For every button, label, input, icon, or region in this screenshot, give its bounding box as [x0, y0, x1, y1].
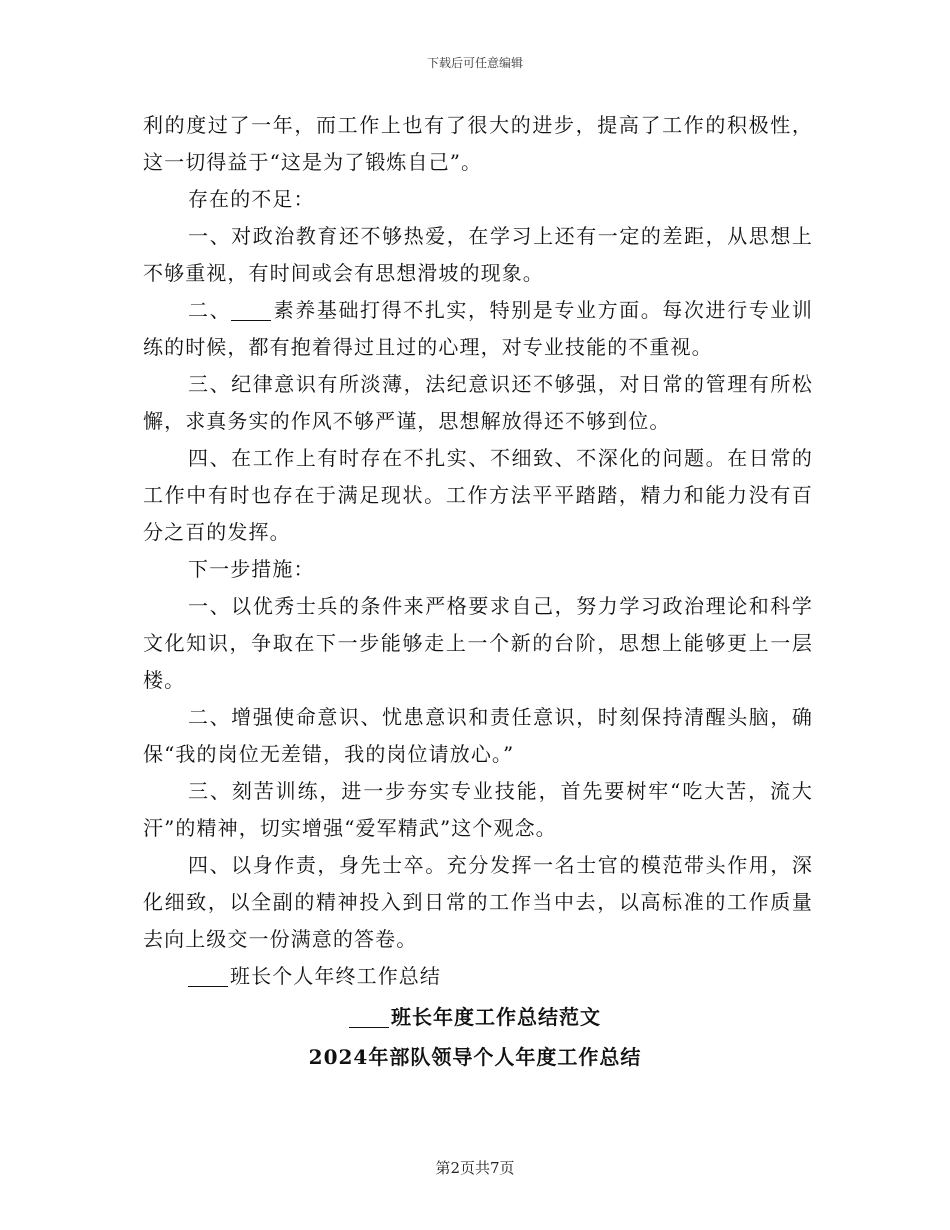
section-heading-shortcomings: 存在的不足： [188, 187, 315, 211]
paragraph-closing [143, 958, 813, 995]
blank-underline [349, 1007, 389, 1028]
paragraph-shortcoming-2-text: 素养基础打得不扎实，特别是专业方面。每次进行专业训练的时候，都有抱着得过且过的心理，对专业技能的不重视。 [143, 298, 813, 359]
blank-underline [231, 300, 271, 321]
paragraph-step-3: 三、刻苦训练，进一步夯实专业技能，首先要树牢“吃大苦，流大汗”的精神，切实增强“爱军精武”这个观念。 [143, 779, 813, 840]
page-header: 下载后可任意编辑 [426, 56, 523, 70]
paragraph-step-1: 一、以优秀士兵的条件来严格要求自己，努力学习政治理论和科学文化知识，争取在下一步能够走上一个新的台阶，思想上能够更上一层楼。 [143, 594, 813, 692]
paragraph-step-2: 二、增强使命意识、忧患意识和责任意识，时刻保持清醒头脑，确保“我的岗位无差错，我的岗位请放心。” [143, 705, 813, 766]
blank-underline [188, 966, 228, 987]
document-body [143, 107, 813, 995]
document-title [0, 1001, 950, 1030]
paragraph-shortcoming-4: 四、在工作上有时存在不扎实、不细致、不深化的问题。在日常的工作中有时也存在于满足现状。工作方法平平踏踏，精力和能力没有百分之百的发挥。 [143, 446, 813, 544]
paragraph-shortcoming-1: 一、对政治教育还不够热爱，在学习上还有一定的差距，从思想上不够重视，有时间或会有思想滑坡的现象。 [143, 224, 813, 285]
closing-text: 班长个人年终工作总结 [230, 964, 441, 988]
list-prefix: 二、 [188, 298, 232, 322]
paragraph-step-4: 四、以身作责，身先士卒。充分发挥一名士官的模范带头作用，深化细致，以全副的精神投入到日常的工作当中去，以高标准的工作质量去向上级交一份满意的答卷。 [143, 853, 813, 951]
document-subtitle: 2024年部队领导个人年度工作总结 [308, 1045, 642, 1069]
document-title-text: 班长年度工作总结范文 [391, 1005, 601, 1029]
paragraph-continuation: 利的度过了一年，而工作上也有了很大的进步，提高了工作的积极性，这一切得益于“这是为了锻炼自己”。 [143, 113, 813, 174]
paragraph-shortcoming-2 [143, 292, 813, 366]
section-heading-next-steps: 下一步措施： [188, 557, 315, 581]
paragraph-shortcoming-3: 三、纪律意识有所淡薄，法纪意识还不够强，对日常的管理有所松懈，求真务实的作风不够严谨，思想解放得还不够到位。 [143, 372, 813, 433]
page-footer: 第2页共7页 [435, 1159, 515, 1177]
